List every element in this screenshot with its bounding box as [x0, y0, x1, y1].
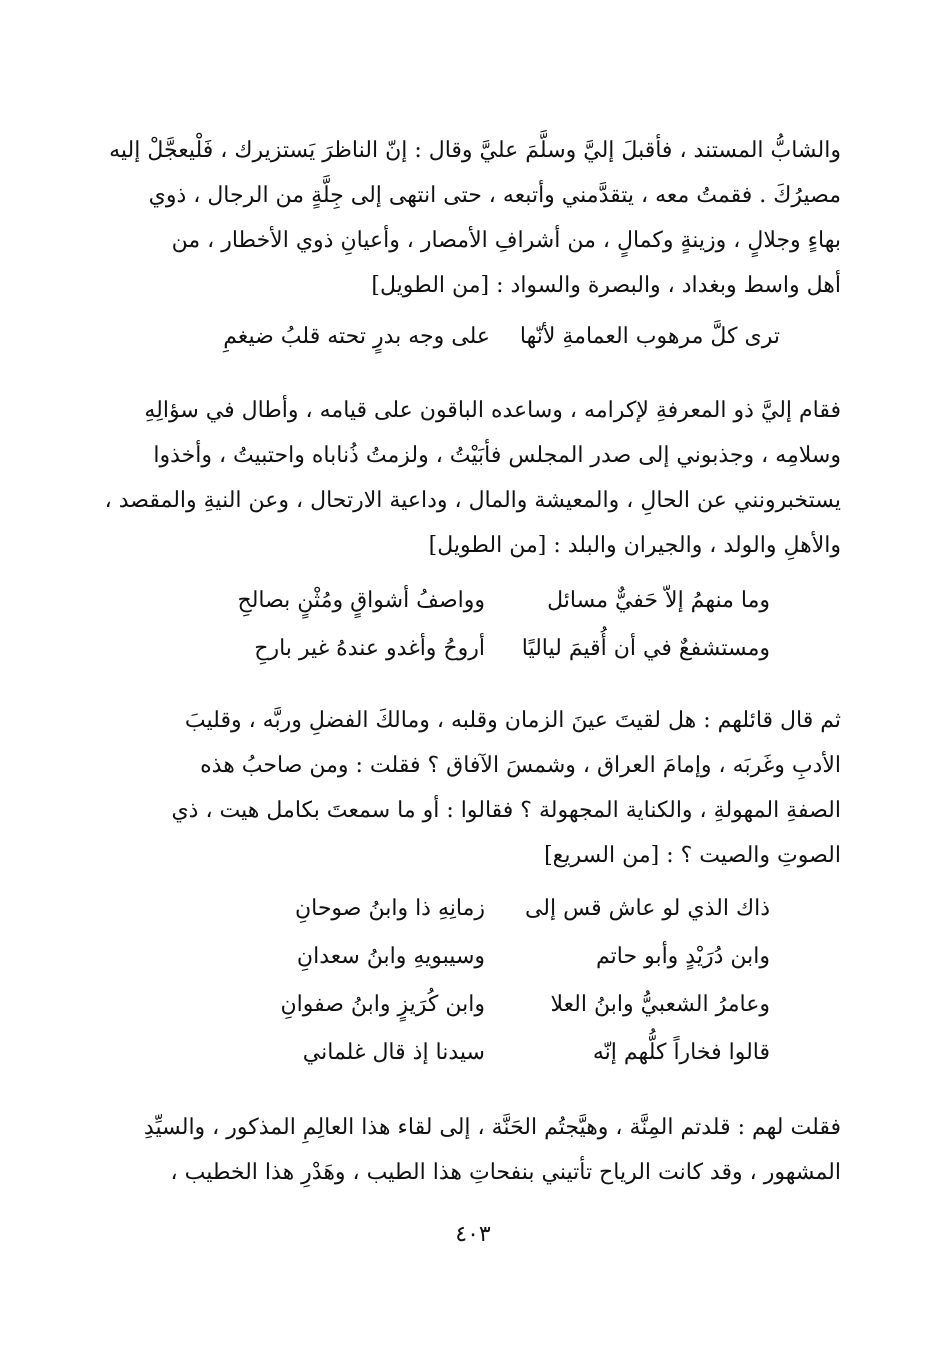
- verse-second-hemistich: زمانِهِ ذا وابنُ صوحانِ: [294, 896, 485, 921]
- verse-second-hemistich: وواصفُ أشواقٍ ومُثْنٍ بصالحِ: [237, 588, 485, 613]
- verse-second-hemistich: سيدنا إذ قال غلماني: [302, 1040, 485, 1065]
- verse-first-hemistich: وما منهمُ إلاّ حَفيٌّ مسائل: [547, 588, 770, 613]
- text-line: فقلت لهم : قلدتم المِنَّة ، وهيَّجتُم الحَنَّة ، إلى لقاء هذا العالِمِ المذكور ، والسيِّدِ: [143, 1115, 841, 1140]
- text-line: المشهور ، وقد كانت الرياح تأتيني بنفحاتِ هذا الطيب ، وهَدْرِ هذا الخطيب ،: [170, 1160, 841, 1185]
- verse-first-hemistich: وابن دُرَيْدٍ وأبو حاتم: [596, 944, 770, 969]
- verse-first-hemistich: قالوا فخاراً كلُّهم إنّه: [592, 1040, 770, 1065]
- text-line: الصفةِ المهولةِ ، والكناية المجهولة ؟ فقالوا : أو ما سمعتَ بكامل هيت ، ذي: [171, 798, 841, 823]
- verse-line: [240, 625, 770, 673]
- verse-line: [237, 577, 770, 625]
- text-line: يستخبرونني عن الحالِ ، والمعيشة والمال ، وداعية الارتحال ، وعن النيةِ والمقصد ،: [104, 488, 841, 513]
- verse-first-hemistich: ومستشفعٌ في أن أُقيمَ لياليًا: [521, 636, 770, 661]
- text-line: والشابُّ المستند ، فأقبلَ إليَّ وسلَّمَ عليَّ وقال : إنّ الناظرَ يَستزيرك ، فَلْيعجَّلْ إليه: [109, 138, 841, 163]
- verse-second-hemistich: أروحُ وأغدو عندهُ غير بارحِ: [254, 636, 485, 661]
- verse-first-hemistich: وعامرُ الشعبيُّ وابنُ العلا: [550, 992, 770, 1017]
- paragraph-3: [171, 698, 841, 878]
- verse-block-2: [237, 577, 770, 673]
- text-line: أهل واسط وبغداد ، والبصرة والسواد : [من الطويل]: [371, 273, 841, 298]
- text-line: بهاءٍ وجلالٍ ، وزينةٍ وكمالٍ ، من أشرافِ الأمصار ، وأعيانِ ذوي الأخطار ، من: [171, 228, 841, 253]
- text-line: والأهلِ والولد ، والجيران والبلد : [من الطويل]: [428, 533, 841, 558]
- paragraph-4: [143, 1105, 841, 1195]
- verse-line: [240, 885, 770, 933]
- verse-line: [240, 981, 770, 1029]
- paragraph-2: [104, 388, 841, 568]
- verse-first-hemistich: ذاك الذي لو عاش قس إلى: [524, 896, 770, 921]
- text-line: ثم قال قائلهم : هل لقيتَ عينَ الزمان وقلبه ، ومالكَ الفضلِ وربَّه ، وقليبَ: [184, 708, 841, 733]
- verse-second-hemistich: وابن كُرَيزٍ وابنُ صفوانِ: [280, 992, 485, 1017]
- page-number: ٤٠٣: [455, 1222, 491, 1247]
- text-line: الأدبِ وغَربَه ، وإمامَ العراق ، وشمسَ الآفاق ؟ فقلت : ومن صاحبُ هذه: [200, 753, 841, 778]
- verse-second-hemistich: على وجه بدرٍ تحته قلبُ ضيغمِ: [223, 324, 490, 349]
- verse-line: [223, 313, 780, 361]
- text-line: الصوتِ والصيت ؟ : [من السريع]: [544, 843, 841, 868]
- verse-line: [240, 933, 770, 981]
- verse-line: [240, 1029, 770, 1077]
- verse-block-3: [240, 885, 770, 1077]
- verse-first-hemistich: ترى كلَّ مرهوب العمامةِ لأنّها: [519, 324, 780, 349]
- text-line: فقام إليَّ ذو المعرفةِ لإكرامه ، وساعده الباقون على قيامه ، وأطال في سؤالِهِ: [144, 398, 841, 423]
- verse-block-1: [223, 313, 780, 361]
- text-line: وسلامِه ، وجذبوني إلى صدر المجلس فأبَيْتُ ، ولزمتُ ذُناباه واحتبيتُ ، وأخذوا: [153, 443, 841, 468]
- paragraph-1: [109, 128, 841, 308]
- verse-second-hemistich: وسيبويهِ وابنُ سعدانِ: [296, 944, 485, 969]
- text-line: مصيرُكَ . فقمتُ معه ، يتقدَّمني وأتبعه ، حتى انتهى إلى جِلَّةٍ من الرجال ، ذوي: [148, 183, 841, 208]
